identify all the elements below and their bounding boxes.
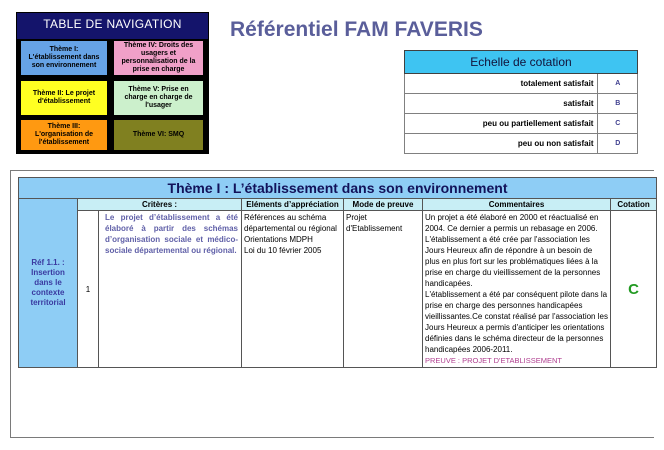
rating-scale-row xyxy=(405,114,638,134)
navigation-title: TABLE DE NAVIGATION xyxy=(17,13,208,39)
rating-label: peu ou partiellement satisfait xyxy=(405,114,598,134)
theme-table xyxy=(18,177,657,368)
column-header-commentaires: Commentaires xyxy=(423,199,611,211)
section-divider-bottom xyxy=(10,437,654,438)
rating-code: B xyxy=(598,94,638,114)
section-divider-left xyxy=(10,170,11,438)
rating-code: C xyxy=(598,114,638,134)
comment-paragraph: Un projet a été élaboré en 2000 et réactualisé en 2004. Ce dernier a permis un rebasage en 2006. L'établissement a été crée par l'association les Jours Heureux afin de répondre à un besoin de plus en plus fort sur les problématiques liées à la prise en charge du vieillissement de la personnes handicapées. xyxy=(425,213,601,288)
column-header-mode: Mode de preuve xyxy=(344,199,423,211)
rating-scale-title: Echelle de cotation xyxy=(405,51,638,74)
criterion-text: Le projet d’établissement a été élaboré à partir des schémas d’organisation sociale et médico-sociale départemental ou régional. xyxy=(99,211,242,368)
column-header-elements: Eléments d’appréciation xyxy=(242,199,344,211)
nav-button-theme-1[interactable]: Thème I: L'établissement dans son environnement xyxy=(20,40,108,76)
column-header-criteres: Critères : xyxy=(78,199,242,211)
rating-value: C xyxy=(611,211,657,368)
nav-button-theme-6[interactable]: Thème VI: SMQ xyxy=(113,119,204,151)
rating-label: satisfait xyxy=(405,94,598,114)
table-row xyxy=(19,211,657,368)
reference-cell: Réf 1.1. : Insertion dans le contexte territorial xyxy=(19,199,78,368)
page-title: Référentiel FAM FAVERIS xyxy=(230,18,483,41)
rating-label: peu ou non satisfait xyxy=(405,134,598,154)
rating-code: A xyxy=(598,74,638,94)
rating-scale-row xyxy=(405,94,638,114)
nav-button-theme-3[interactable]: Thème III: L'organisation de l'établissement xyxy=(20,119,108,151)
rating-scale-row xyxy=(405,134,638,154)
navigation-panel xyxy=(16,12,209,154)
theme-title: Thème I : L’établissement dans son environnement xyxy=(19,178,657,199)
comments-cell xyxy=(423,211,611,368)
rating-scale-row xyxy=(405,74,638,94)
proof-mode: Projet d'Etablissement xyxy=(344,211,423,368)
appreciation-line: Orientations MDPH xyxy=(244,235,313,244)
rating-label: totalement satisfait xyxy=(405,74,598,94)
criterion-number: 1 xyxy=(78,211,99,368)
nav-button-theme-4[interactable]: Thème IV: Droits des usagers et personnalisation de la prise en charge xyxy=(113,40,204,76)
comment-paragraph: L'établissement a été par conséquent pilote dans la prise en charge des personnes handicapées vieillissantes.Ce constat réalisé par l'association les Jours Heureux a permis d'anticiper les orientations définies dans le schéma directeur de la personnes handicapées 2006-2011. xyxy=(425,290,608,354)
column-header-cotation: Cotation xyxy=(611,199,657,211)
appreciation-elements xyxy=(242,211,344,368)
nav-button-theme-5[interactable]: Thème V: Prise en charge en charge de l'usager xyxy=(113,80,204,116)
appreciation-line: Loi du 10 février 2005 xyxy=(244,246,322,255)
section-divider-top xyxy=(10,170,654,171)
nav-button-theme-2[interactable]: Thème II: Le projet d'établissement xyxy=(20,80,108,116)
rating-code: D xyxy=(598,134,638,154)
comment-proof: PREUVE : PROJET D'ETABLISSEMENT xyxy=(425,356,563,365)
appreciation-line: Références au schéma départemental ou régional xyxy=(244,213,337,233)
rating-scale-table xyxy=(404,50,638,154)
